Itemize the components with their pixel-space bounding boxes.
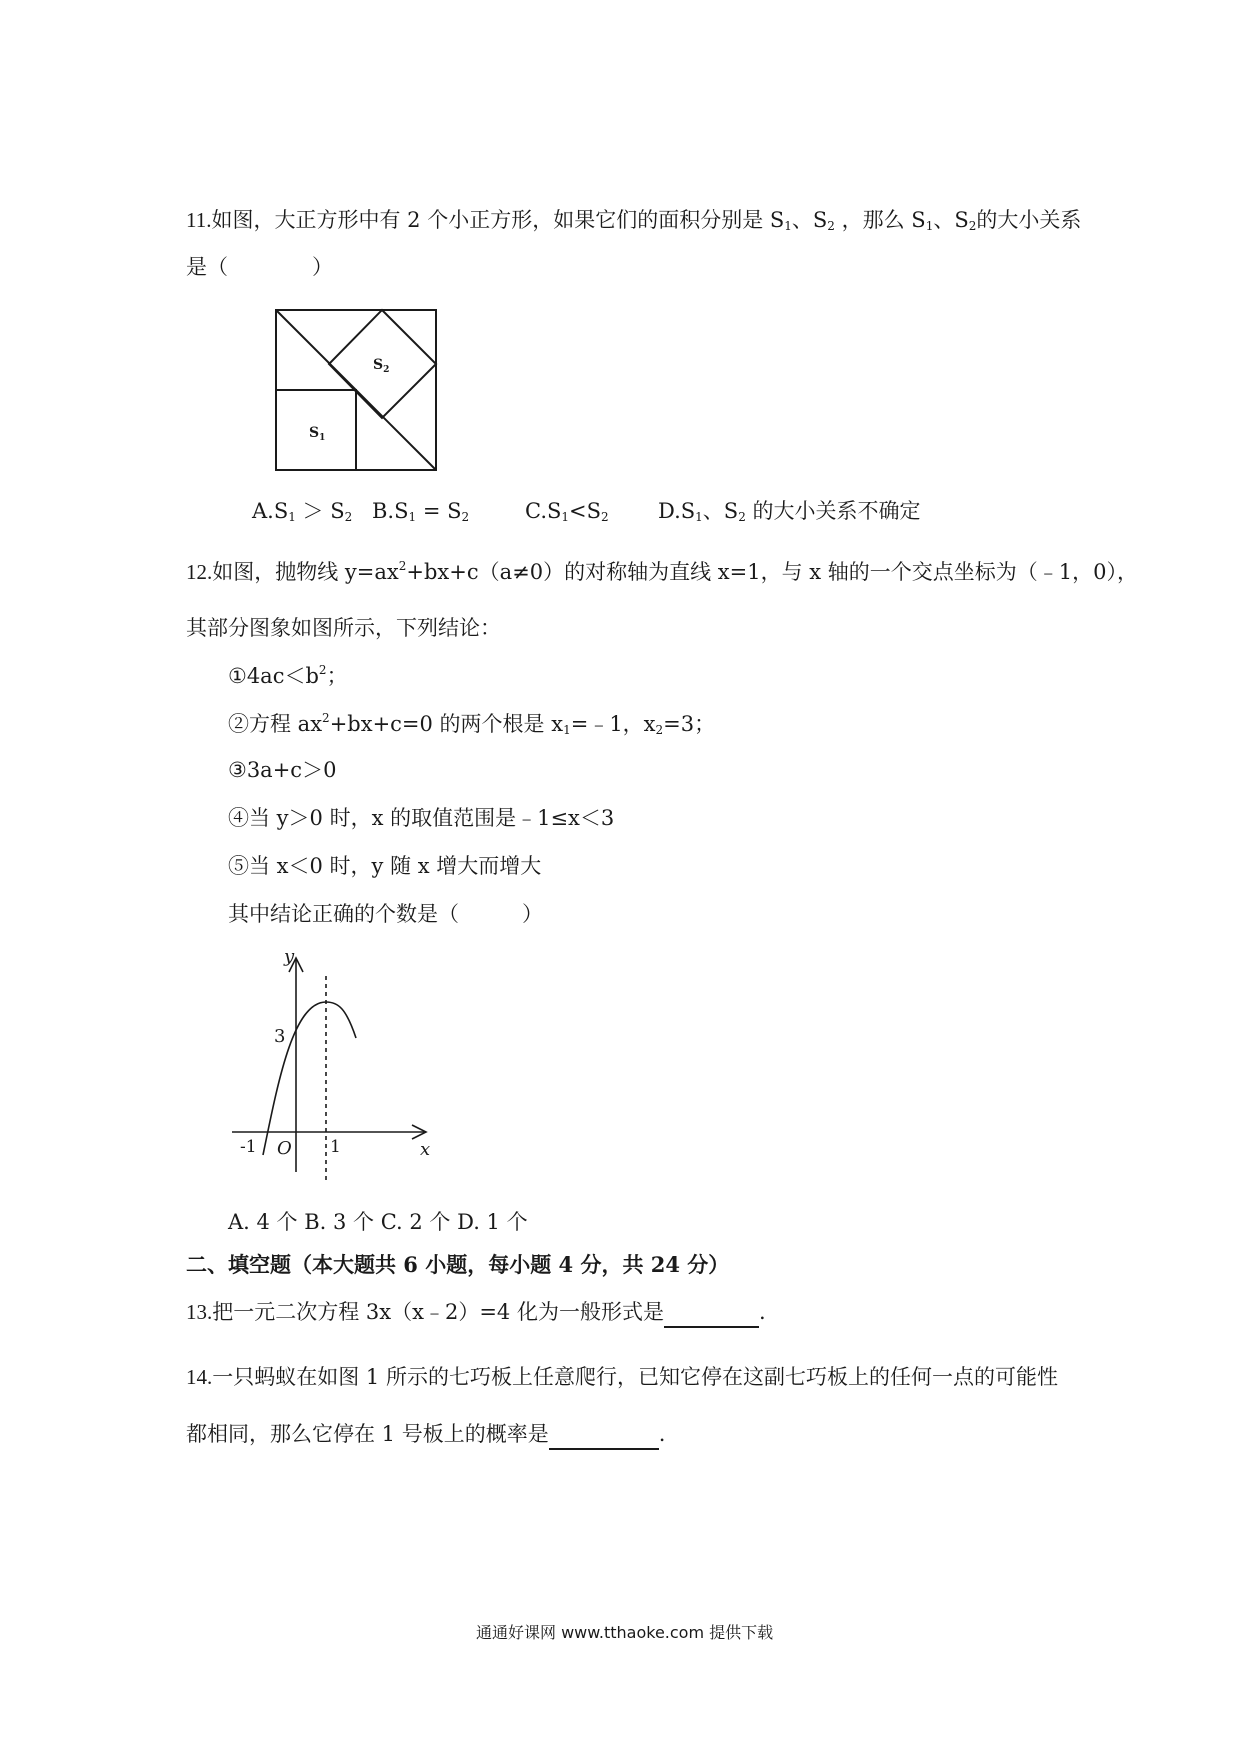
q12-parabola-graph — [222, 940, 442, 1180]
tick-label-3: 3 — [274, 1026, 286, 1047]
tick-label-neg1: -1 — [240, 1137, 257, 1157]
svg-text:S1: $S_1$ — [309, 425, 326, 443]
q14-stem-line1: 14.一只蚂蚁在如图 1 所示的七巧板上任意爬行，已知它停在这副七巧板上的任何一点的可能性 — [186, 1365, 1058, 1389]
q11-number: 11. — [186, 208, 212, 232]
q12-conclusion-1: $①4ac<b^2$； — [228, 663, 348, 688]
q11-option-d: $D.S_1$、$S_2$ 的大小关系不确定 — [658, 499, 921, 524]
q12-conclusion-4: ④当 y＞0 时，x 的取值范围是﹣1≤x＜3 — [228, 806, 615, 830]
q14-number: 14. — [186, 1365, 213, 1389]
q11-stem-line2: 是（ ） — [186, 255, 333, 279]
q12-number: 12. — [186, 560, 213, 584]
q12-conclusion-3: ③3a+c＞0 — [228, 758, 337, 782]
q12-stem-line1: 12.如图，抛物线 $y=ax^2+bx+c(a\ne 0)$的对称轴为直线 x=1，与 x 轴的一个交点坐标为（﹣1，0）， — [186, 559, 1138, 584]
q12-options: A. 4 个 B. 3 个 C. 2 个 D. 1 个 — [228, 1210, 528, 1234]
origin-label: O — [277, 1138, 292, 1159]
q12-stem-line2: 其部分图象如图所示，下列结论： — [186, 616, 501, 640]
page-footer: 通通好课网 www.tthaoke.com 提供下载 — [476, 1623, 774, 1642]
tick-label-1: 1 — [330, 1137, 341, 1157]
svg-text:S2: $S_2$ — [373, 357, 390, 375]
q11-square-figure — [272, 306, 442, 476]
x-axis-label: x — [420, 1139, 431, 1160]
q12-conclusion-2: ②方程 $ax^2+bx+c=0$ 的两个根是 $x_1=﹣1$，$x_2=3$； — [228, 711, 716, 737]
q14-stem-line2: 都相同，那么它停在 1 号板上的概率是 . — [186, 1424, 665, 1450]
q11-option-b: $B.S_1 = S_2$ — [372, 499, 470, 524]
q13-number: 13. — [186, 1300, 213, 1324]
label-s1: S — [309, 425, 320, 441]
label-s2: S — [373, 357, 384, 373]
q13-answer-blank[interactable] — [664, 1305, 759, 1328]
q12-question: 其中结论正确的个数是（ ） — [228, 902, 543, 926]
q11-option-c: $C.S_1<S_2$ — [525, 499, 609, 524]
q12-conclusion-5: ⑤当 x＜0 时，y 随 x 增大而增大 — [228, 854, 542, 878]
q11-stem-line1: 11.如图，大正方形中有 2 个小正方形，如果它们的面积分别是 $S_1$、$S_2$ ，那么 $S_1$、$S_2$的大小关系 — [186, 208, 1082, 233]
y-axis-label: y — [284, 946, 295, 967]
q13-stem: 13.把一元二次方程 3x（x﹣2）=4 化为一般形式是 . — [186, 1302, 766, 1328]
q11-option-a: $A.S_1 > S_2$ — [252, 499, 353, 524]
section2-heading: 二、填空题（本大题共 6 小题，每小题 4 分，共 24 分） — [186, 1252, 730, 1277]
q14-answer-blank[interactable] — [549, 1427, 659, 1450]
